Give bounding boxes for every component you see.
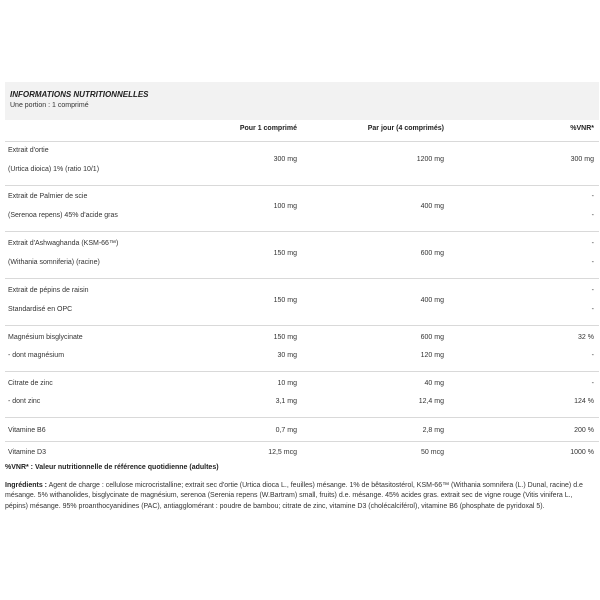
value-per-day: 2,8 mg (422, 427, 444, 434)
value-vnr: - (591, 380, 594, 387)
value-per-tablet: 300 mg (273, 156, 297, 163)
value-vnr: 124 % (574, 398, 594, 405)
col-head-vnr: %VNR* (570, 125, 594, 132)
value-per-day: 1200 mg (416, 156, 444, 163)
value-per-tablet: 150 mg (273, 334, 297, 341)
row-label: Magnésium bisglycinate (8, 334, 83, 341)
section-title: INFORMATIONS NUTRITIONNELLES (10, 90, 149, 99)
col-head-per-tablet: Pour 1 comprimé (239, 125, 297, 132)
value-per-day: 40 mg (424, 380, 444, 387)
row-label: - dont zinc (8, 398, 41, 405)
value-vnr: - (591, 352, 594, 359)
value-per-day: 120 mg (420, 352, 444, 359)
value-per-day: 600 mg (420, 250, 444, 257)
row-divider (5, 278, 599, 279)
value-vnr: 300 mg (570, 156, 594, 163)
value-vnr: - (591, 212, 594, 219)
row-label: Vitamine D3 (8, 449, 47, 456)
value-per-day: 600 mg (420, 334, 444, 341)
value-per-day: 400 mg (420, 297, 444, 304)
row-label: Extrait de Palmier de scie (8, 193, 88, 200)
value-per-tablet: 0,7 mg (275, 427, 297, 434)
value-vnr: - (591, 287, 594, 294)
value-vnr: - (591, 240, 594, 247)
value-per-tablet: 100 mg (273, 203, 297, 210)
row-divider (5, 441, 599, 442)
row-divider (5, 371, 599, 372)
ingredients-paragraph (5, 481, 597, 512)
ingredients-text: Agent de charge : cellulose microcristalline; extrait sec d'ortie (Urtica dioca L., feuilles) mésange. 1% de bêtasitostérol, KSM-66™ (Withania somnifera (L.) Dunal, racine) d.e mésange. 5% withanolides, bisglycinate de magnésium, serenoa (Serenia repens (W.Bartram) small, fruits) d.e. mésange. 45% acides gras. extrait sec de vigne rouge (Vitis vinifera L., pépins) mésange. 95% proanthocyanidines (PAC), antiagglomérant : poudre de bambou; citrate de zinc, vitamine D3 (cholécalciférol), vitamine B6 (phosphate de pyridoxal 5). (5, 482, 583, 510)
row-label-detail: (Serenoa repens) 45% d'acide gras (8, 212, 118, 219)
value-per-tablet: 150 mg (273, 297, 297, 304)
row-divider (5, 325, 599, 326)
value-per-tablet: 12,5 mcg (268, 449, 297, 456)
value-vnr: - (591, 306, 594, 313)
serving-size: Une portion : 1 comprimé (10, 102, 89, 109)
vnr-footnote: %VNR* : Valeur nutritionnelle de référence quotidienne (adultes) (5, 464, 219, 471)
row-label: Extrait de pépins de raisin (8, 287, 89, 294)
value-vnr: - (591, 259, 594, 266)
ingredients-label: Ingrédients : (5, 482, 48, 489)
value-vnr: 1000 % (570, 449, 594, 456)
value-per-tablet: 150 mg (273, 250, 297, 257)
value-vnr: 32 % (578, 334, 594, 341)
row-label-detail: (Urtica dioica) 1% (ratio 10/1) (8, 166, 100, 173)
value-per-tablet: 10 mg (277, 380, 297, 387)
row-divider (5, 185, 599, 186)
row-label: Vitamine B6 (8, 427, 46, 434)
table-header-band (5, 82, 599, 120)
value-per-day: 50 mcg (421, 449, 444, 456)
row-label-detail: (Withania somniferia) (racine) (8, 259, 100, 266)
value-per-tablet: 30 mg (277, 352, 297, 359)
value-vnr: 200 % (574, 427, 594, 434)
value-per-day: 400 mg (420, 203, 444, 210)
row-label: - dont magnésium (8, 352, 65, 359)
value-per-tablet: 3,1 mg (275, 398, 297, 405)
value-vnr: - (591, 193, 594, 200)
value-per-day: 12,4 mg (418, 398, 444, 405)
row-label: Extrait d'ortie (8, 147, 49, 154)
col-head-per-day: Par jour (4 comprimés) (367, 125, 444, 132)
row-divider (5, 141, 599, 142)
row-divider (5, 231, 599, 232)
row-label: Extrait d'Ashwaghanda (KSM-66™) (8, 240, 119, 247)
row-label: Citrate de zinc (8, 380, 53, 387)
row-label-detail: Standardisé en OPC (8, 306, 73, 313)
row-divider (5, 417, 599, 418)
